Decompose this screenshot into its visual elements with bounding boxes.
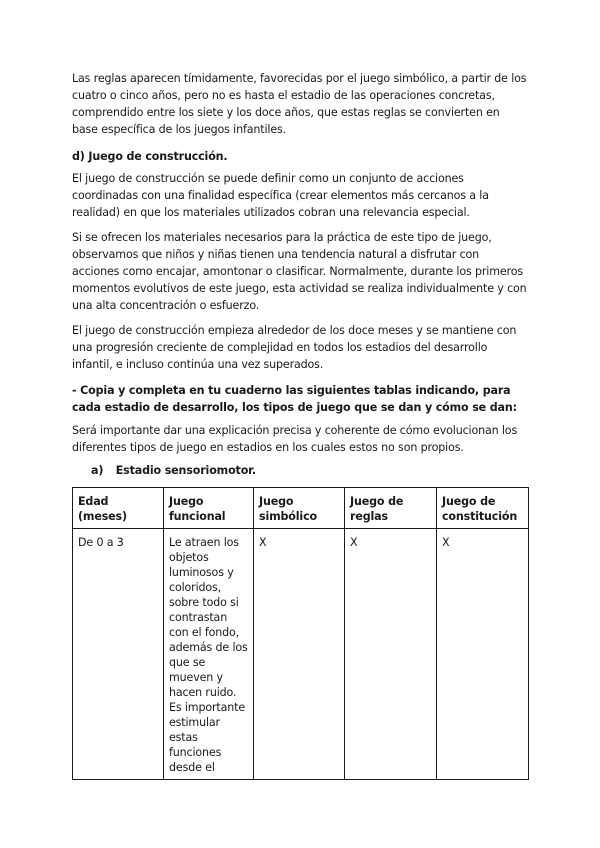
header-juego-constitucion: Juego de constitución (437, 488, 529, 529)
cell-juego-reglas: X (345, 529, 437, 780)
heading-juego-construccion: d) Juego de construcción. (72, 150, 228, 163)
paragraph-materiales: Si se ofrecen los materiales necesarios para la práctica de este tipo de juego, observamos que niños y niñas tienen una tendencia natural a disfrutar con acciones como encajar, amontonar o clasificar. Normalmente, durante los primeros momentos evolutivos de este juego, esta actividad se realiza individualmente y con una alta concentración o esfuerzo. (72, 231, 527, 312)
header-juego-simbolico: Juego simbólico (254, 488, 345, 529)
paragraph-reglas: Las reglas aparecen tímidamente, favorecidas por el juego simbólico, a partir de los cuatro o cinco años, pero no es hasta el estadio de las operaciones concretas, comprendido entre los siete y los doce años, que estas reglas se convierten en base específica de los juegos infantiles. (72, 72, 527, 136)
header-juego-funcional: Juego funcional (164, 488, 254, 529)
header-juego-reglas: Juego de reglas (345, 488, 437, 529)
cell-juego-constitucion: X (437, 529, 529, 780)
paragraph-explicacion: Será importante dar una explicación precisa y coherente de cómo evolucionan los diferentes tipos de juego en estadios en los cuales estos no son propios. (72, 424, 518, 454)
table-row (73, 529, 529, 780)
paragraph-progresion: El juego de construcción empieza alrededor de los doce meses y se mantiene con una progresión creciente de complejidad en todos los estadios del desarrollo infantil, e incluso continúa una vez superados. (72, 324, 517, 371)
list-marker: a) (91, 464, 104, 477)
stages-table (72, 487, 529, 780)
cell-juego-simbolico: X (254, 529, 345, 780)
heading-estadio-sensoriomotor (91, 462, 256, 479)
cell-juego-funcional: Le atraen los objetos luminosos y coloridos, sobre todo si contrastan con el fondo, además de los que se mueven y hacen ruido. Es importante estimular estas funciones desde el (164, 529, 254, 780)
paragraph-instruction: - Copia y completa en tu cuaderno las siguientes tablas indicando, para cada estadio de desarrollo, los tipos de juego que se dan y cómo se dan: (72, 384, 517, 414)
cell-edad: De 0 a 3 (73, 529, 164, 780)
paragraph-definicion: El juego de construcción se puede definir como un conjunto de acciones coordinadas con una finalidad específica (crear elementos más cercanos a la realidad) en que los materiales utilizados cobran una relevancia especial. (72, 172, 489, 219)
header-edad: Edad (meses) (73, 488, 164, 529)
table-header-row (73, 488, 529, 529)
section-title: Estadio sensoriomotor. (115, 464, 256, 477)
